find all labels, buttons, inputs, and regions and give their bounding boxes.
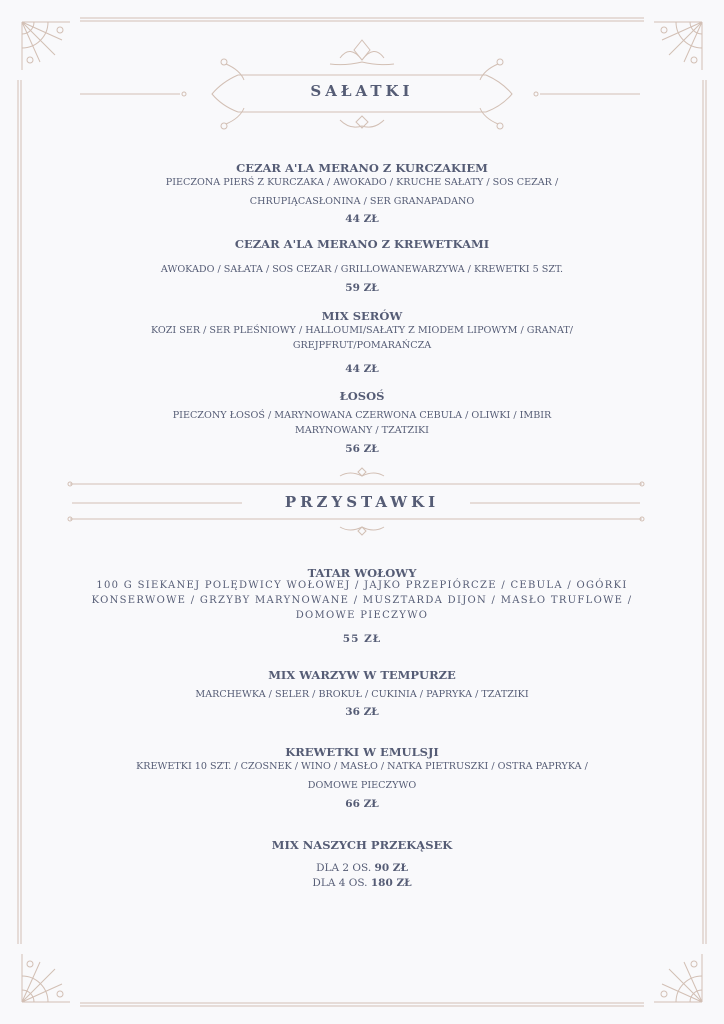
menu-item-price: 55 ZŁ xyxy=(342,633,382,645)
menu-item-description: AWOKADO / SAŁATA / SOS CEZAR / GRILLOWANEWARZYWA / KREWETKI 5 SZT. xyxy=(160,264,564,275)
menu-item-description: PIECZONA PIERŚ Z KURCZAKA / AWOKADO / KRUCHE SAŁATY / SOS CEZAR / xyxy=(165,177,559,188)
menu-item-name: TATAR WOŁOWY xyxy=(307,566,417,580)
menu-item-name: MIX SERÓW xyxy=(321,309,403,323)
menu-item-description: PIECZONY ŁOSOŚ / MARYNOWANA CZERWONA CEBULA / OLIWKI / IMBIR xyxy=(172,410,552,421)
option-price: 90 ZŁ xyxy=(374,862,408,874)
menu-item-price: 66 ZŁ xyxy=(345,798,379,810)
corner-ornament-br-icon xyxy=(654,954,702,1002)
menu-item-description: KREWETKI 10 SZT. / CZOSNEK / WINO / MASŁO / NATKA PIETRUSZKI / OSTRA PAPRYKA / xyxy=(136,761,588,772)
salatki-section-title: SAŁATKI xyxy=(310,82,414,100)
menu-item-name: MIX NASZYCH PRZEKĄSEK xyxy=(271,838,453,852)
corner-ornament-tl-icon xyxy=(22,22,70,70)
menu-item-description: MARCHEWKA / SELER / BROKUŁ / CUKINIA / PAPRYKA / TZATZIKI xyxy=(195,689,529,700)
menu-item-description: CHRUPIĄCASŁONINA / SER GRANAPADANO xyxy=(249,196,475,207)
przystawki-section-title: PRZYSTAWKI xyxy=(284,493,440,511)
corner-ornament-bl-icon xyxy=(22,954,70,1002)
menu-item-price: 36 ZŁ xyxy=(345,706,379,718)
menu-item-price: 44 ZŁ xyxy=(345,363,379,375)
menu-item-option xyxy=(0,862,724,874)
menu-item-description: KOZI SER / SER PLEŚNIOWY / HALLOUMI/SAŁATY Z MIODEM LIPOWYM / GRANAT/ xyxy=(150,325,573,336)
menu-item-option xyxy=(0,877,724,889)
menu-item-description: GREJPFRUT/POMARAŃCZA xyxy=(292,340,432,351)
menu-item-price: 44 ZŁ xyxy=(345,213,379,225)
menu-item-description: DOMOWE PIECZYWO xyxy=(307,780,417,791)
menu-item-description: KONSERWOWE / GRZYBY MARYNOWANE / MUSZTARDA DIJON / MASŁO TRUFLOWE / xyxy=(91,595,633,606)
menu-item-name: MIX WARZYW W TEMPURZE xyxy=(268,668,456,682)
option-label: DLA 4 OS. xyxy=(312,877,368,889)
corner-ornament-tr-icon xyxy=(654,22,702,70)
option-price: 180 ZŁ xyxy=(370,877,412,889)
menu-item-name: CEZAR A'LA MERANO Z KURCZAKIEM xyxy=(236,161,488,175)
menu-item-description: 100 G SIEKANEJ POLĘDWICY WOŁOWEJ / JAJKO PRZEPIÓRCZE / CEBULA / OGÓRKI xyxy=(96,580,628,591)
menu-item-name: KREWETKI W EMULSJI xyxy=(285,745,439,759)
menu-item-description: DOMOWE PIECZYWO xyxy=(295,610,429,621)
menu-item-description: MARYNOWANY / TZATZIKI xyxy=(295,425,429,436)
menu-item-name: ŁOSOŚ xyxy=(339,389,385,403)
menu-item-price: 56 ZŁ xyxy=(345,443,379,455)
menu-item-price: 59 ZŁ xyxy=(345,282,379,294)
menu-item-name: CEZAR A'LA MERANO Z KREWETKAMI xyxy=(234,237,490,251)
option-label: DLA 2 OS. xyxy=(316,862,372,874)
